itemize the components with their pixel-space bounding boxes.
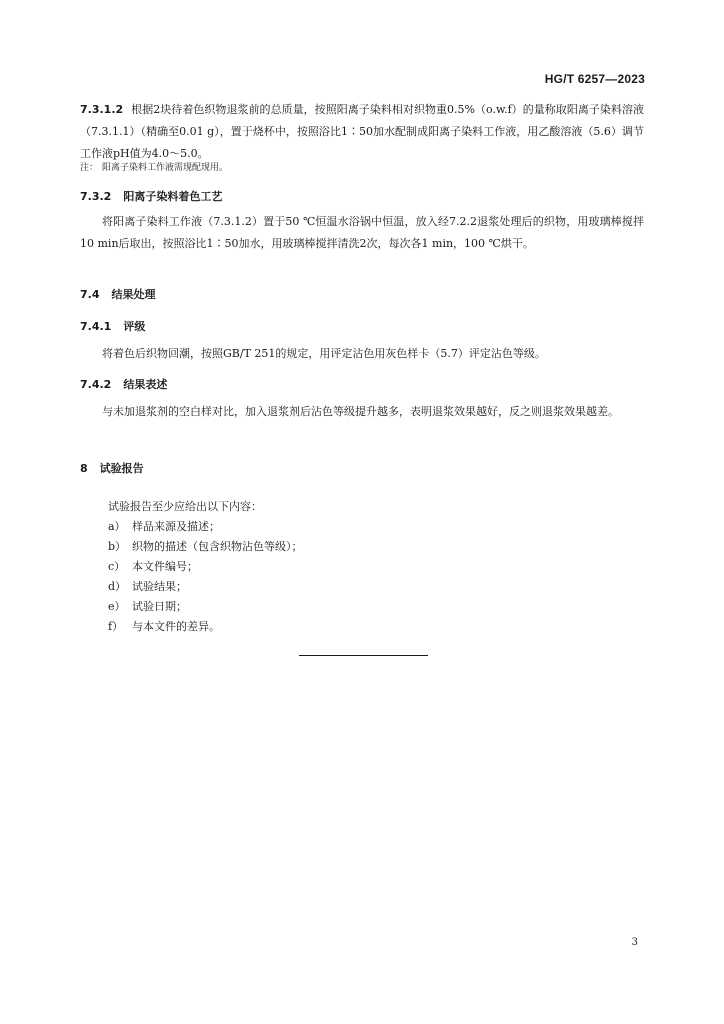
heading-title: 结果表述 (123, 378, 168, 391)
list-marker: c） (108, 560, 126, 573)
heading-number: 7.4.2 (80, 378, 112, 391)
clause-7-4-1-text: 将着色后织物回潮，按照GB/T 251的规定，用评定沾色用灰色样卡（5.7）评定沾色等级。 (102, 347, 546, 360)
heading-8 (80, 458, 644, 480)
list-item-text: 样品来源及描述； (132, 520, 220, 533)
list-marker: b） (108, 540, 127, 553)
list-item (108, 557, 628, 577)
note-prefix: 注： (80, 163, 99, 173)
list-item (108, 577, 628, 597)
list-marker: a） (108, 520, 126, 533)
heading-number: 7.3.2 (80, 190, 112, 203)
list-item-text: 织物的描述（包含织物沾色等级）； (132, 540, 303, 553)
note (80, 161, 228, 175)
heading-7-4-1 (80, 316, 644, 338)
clause-7-3-1-2 (80, 99, 644, 165)
list-item-text: 试验日期； (132, 600, 187, 613)
list-marker: f） (108, 620, 124, 633)
document-code-header: HG/T 6257—2023 (544, 72, 645, 86)
list-item (108, 597, 628, 617)
clause-7-4-2-text: 与未加退浆剂的空白样对比，加入退浆剂后沾色等级提升越多，表明退浆效果越好，反之则退浆效果越差。 (102, 405, 619, 418)
heading-title: 试验报告 (99, 462, 144, 475)
clause-number: 7.3.1.2 (80, 103, 124, 116)
heading-number: 7.4 (80, 288, 100, 301)
list-item-text: 本文件编号； (132, 560, 198, 573)
list-item (108, 617, 628, 637)
list-marker: e） (108, 600, 126, 613)
list-intro: 试验报告至少应给出以下内容： (108, 500, 262, 513)
heading-number: 7.4.1 (80, 320, 112, 333)
page-number: 3 (631, 937, 638, 948)
heading-7-4-2 (80, 374, 644, 396)
heading-title: 结果处理 (111, 288, 156, 301)
heading-title: 阳离子染料着色工艺 (123, 190, 223, 203)
list-item-text: 与本文件的差异。 (132, 620, 220, 633)
heading-7-3-2 (80, 186, 644, 208)
end-of-document-rule (299, 655, 428, 656)
report-content-list (108, 497, 628, 637)
clause-7-3-2-text: 将阳离子染料工作液（7.3.1.2）置于50 ℃恒温水浴锅中恒温，放入经7.2.2退浆处理后的织物，用玻璃棒搅拌10 min后取出，按照浴比1∶50加水，用玻璃棒搅拌清洗2次，每次各1 min，100 ℃烘干。 (80, 215, 644, 250)
list-item (108, 537, 628, 557)
heading-title: 评级 (123, 320, 146, 333)
heading-7-4 (80, 284, 644, 306)
heading-number: 8 (80, 462, 88, 475)
list-marker: d） (108, 580, 127, 593)
list-item (108, 517, 628, 537)
note-text: 阳离子染料工作液需现配现用。 (102, 163, 229, 173)
clause-text: 根据2块待着色织物退浆前的总质量，按照阳离子染料相对织物重0.5%（o.w.f）的量称取阳离子染料溶液（7.3.1.1）（精确至0.01 g），置于烧杯中，按照浴比1∶50加水配制成阳离子染料工作液，用乙酸溶液（5.6）调节工作液pH值为4.0～5.0。 (80, 103, 644, 160)
list-item-text: 试验结果； (132, 580, 187, 593)
